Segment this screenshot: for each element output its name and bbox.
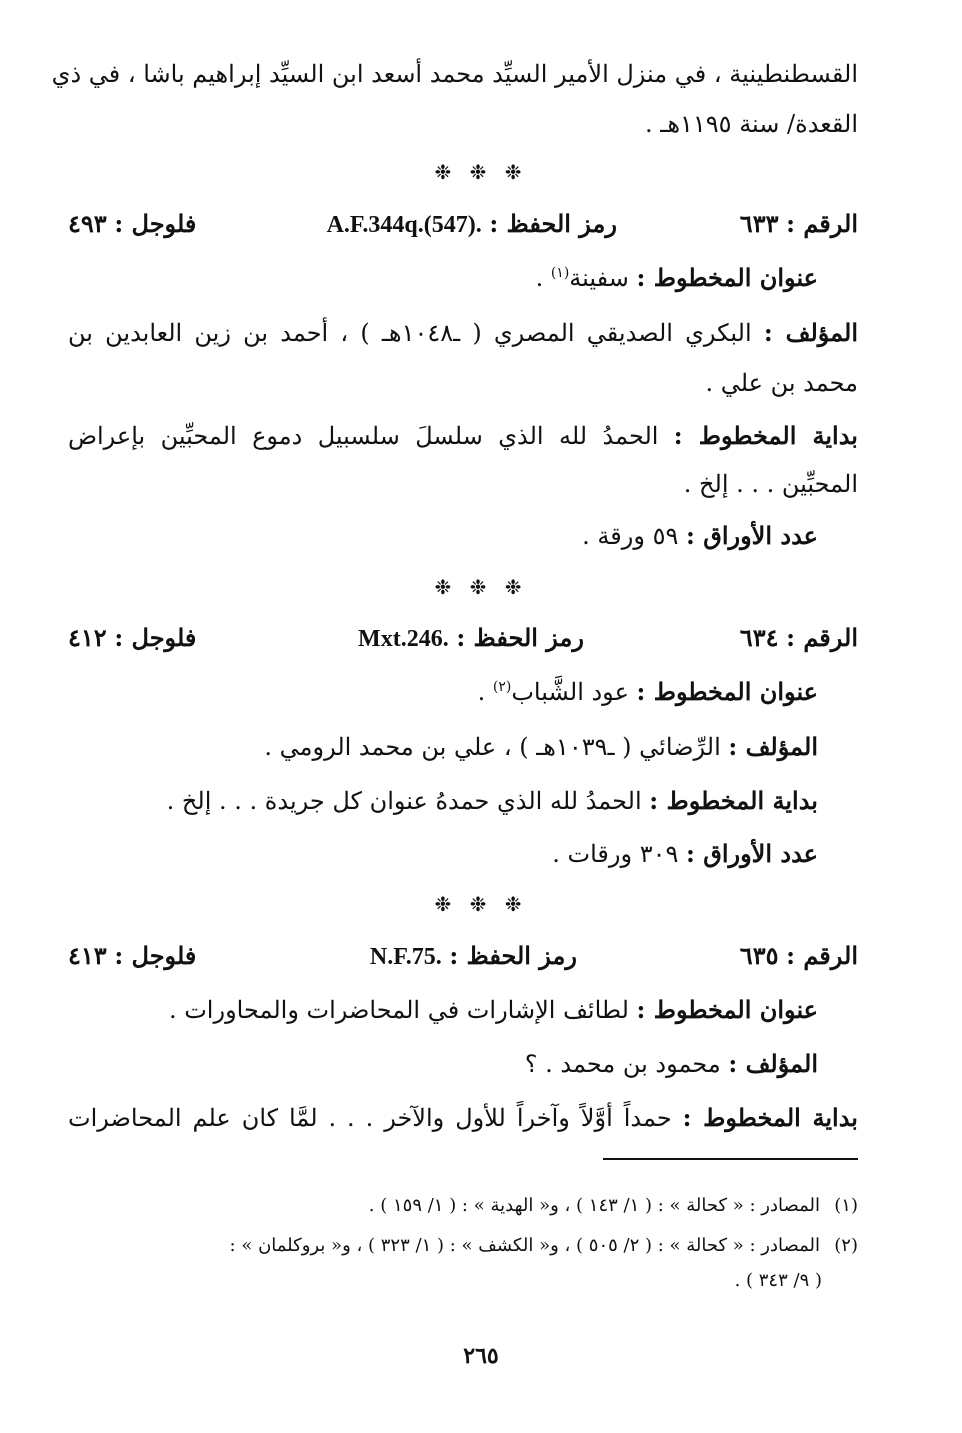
title-end: . (477, 678, 493, 706)
entry-number-value: ٦٣٥ (739, 941, 779, 970)
title-value: عود الشَّباب (511, 678, 629, 706)
entry-incipit-line-2: المحبِّين . . . إلخ . (683, 470, 858, 498)
shelfmark-label: رمز الحفظ : (449, 941, 577, 970)
separator-stars: ❉ ❉ ❉ (434, 575, 528, 599)
shelfmark-value: N.F.75. (369, 944, 442, 970)
shelfmark-value: A.F.344q.(547). (326, 212, 482, 238)
flugel-label: فلوجل : (114, 209, 197, 238)
incipit-label: بداية المخطوط : (673, 421, 858, 450)
incipit-label: بداية المخطوط : (649, 786, 818, 815)
entry-number (740, 208, 858, 240)
author-value: الرِّضائي ( ـ١٠٣٩هـ ) ، علي بن محمد الرومي . (264, 733, 721, 761)
footnote-text: المصادر : « كحالة » : ( ١/ ١٤٣ ) ، و« الهدية » : ( ١/ ١٥٩ ) . (368, 1195, 820, 1216)
entry-flugel (68, 622, 196, 654)
entry-author-line-1 (264, 731, 818, 763)
incipit-value: حمداً أوَّلاً وآخراً للأول والآخر . . . لمَّا كان علم المحاضرات (68, 1104, 672, 1132)
shelfmark-value: Mxt.246. (358, 626, 449, 652)
leaves-label: عدد الأوراق : (686, 839, 818, 868)
entry-flugel (68, 208, 196, 240)
flugel-value: ٤٩٣ (68, 209, 107, 238)
title-label: عنوان المخطوط : (636, 677, 818, 706)
entry-number-label: الرقم : (786, 209, 858, 238)
leaves-value: ٣٠٩ ورقات . (552, 840, 679, 868)
entry-incipit-line-1 (167, 785, 818, 817)
incipit-value: الحمدُ لله الذي حمدهُ عنوان كل جريدة . . . إلخ . (166, 787, 642, 815)
entry-author-line-1 (525, 1048, 818, 1080)
footnote-ref: (٢) (492, 679, 512, 695)
footnote-1 (66, 1193, 858, 1219)
separator-stars: ❉ ❉ ❉ (434, 892, 528, 916)
entry-number-value: ٦٣٣ (739, 209, 779, 238)
intro-line-1: القسطنطينية ، في منزل الأمير السيِّد محمد أسعد ابن السيِّد إبراهيم باشا ، في ذي (51, 60, 858, 88)
entry-incipit-line-1 (68, 1102, 858, 1134)
footnote-marker: (١) (834, 1195, 858, 1216)
entry-shelfmark (370, 940, 577, 973)
entry-shelfmark (327, 208, 617, 241)
leaves-value: ٥٩ ورقة . (582, 522, 679, 550)
footnote-2-continuation: ( ٩/ ٣٤٣ ) . (734, 1270, 822, 1291)
entry-leaves (552, 838, 818, 870)
intro-line-2: القعدة/ سنة ١١٩٥هـ . (645, 110, 858, 138)
shelfmark-label: رمز الحفظ : (489, 209, 617, 238)
title-value: سفينة (569, 264, 629, 292)
author-label: المؤلف : (728, 1049, 818, 1078)
entry-flugel (68, 940, 196, 972)
entry-number (740, 940, 858, 972)
entry-title (478, 676, 818, 708)
leaves-label: عدد الأوراق : (686, 521, 818, 550)
entry-number-value: ٦٣٤ (739, 623, 779, 652)
flugel-label: فلوجل : (114, 941, 197, 970)
incipit-label: بداية المخطوط : (682, 1103, 858, 1132)
entry-title (169, 994, 818, 1026)
separator-stars: ❉ ❉ ❉ (434, 160, 528, 184)
flugel-label: فلوجل : (114, 623, 197, 652)
entry-title (536, 262, 818, 294)
entry-number-label: الرقم : (786, 623, 858, 652)
footnote-rule (603, 1158, 858, 1160)
page-number: ٢٦٥ (463, 1343, 499, 1369)
title-end: . (535, 264, 551, 292)
title-label: عنوان المخطوط : (636, 995, 818, 1024)
footnote-text: المصادر : « كحالة » : ( ٢/ ٥٠٥ ) ، و« الكشف » : ( ١/ ٣٢٣ ) ، و« بروكلمان » : (229, 1235, 820, 1256)
entry-author-line-1 (68, 317, 858, 349)
flugel-value: ٤١٢ (68, 623, 107, 652)
author-label: المؤلف : (728, 732, 818, 761)
author-value: محمود بن محمد . ؟ (524, 1050, 721, 1078)
footnote-marker: (٢) (834, 1235, 858, 1256)
entry-incipit-line-1 (68, 420, 858, 452)
flugel-value: ٤١٣ (68, 941, 107, 970)
footnote-ref: (١) (550, 265, 570, 281)
entry-number (740, 622, 858, 654)
author-label: المؤلف : (763, 318, 859, 347)
title-label: عنوان المخطوط : (636, 263, 818, 292)
entry-shelfmark (358, 622, 584, 655)
footnote-2 (66, 1233, 858, 1259)
entry-author-line-2: محمد بن علي . (705, 369, 858, 397)
incipit-value: الحمدُ لله الذي سلسلَ سلسبيل دموع المحبِّين بإعراض (68, 422, 659, 450)
author-value: البكري الصديقي المصري ( ـ١٠٤٨هـ ) ، أحمد بن زين العابدين بن (68, 319, 752, 347)
entry-leaves (582, 520, 818, 552)
entry-number-label: الرقم : (786, 941, 858, 970)
title-value: لطائف الإشارات في المحاضرات والمحاورات . (168, 996, 629, 1024)
shelfmark-label: رمز الحفظ : (456, 623, 584, 652)
